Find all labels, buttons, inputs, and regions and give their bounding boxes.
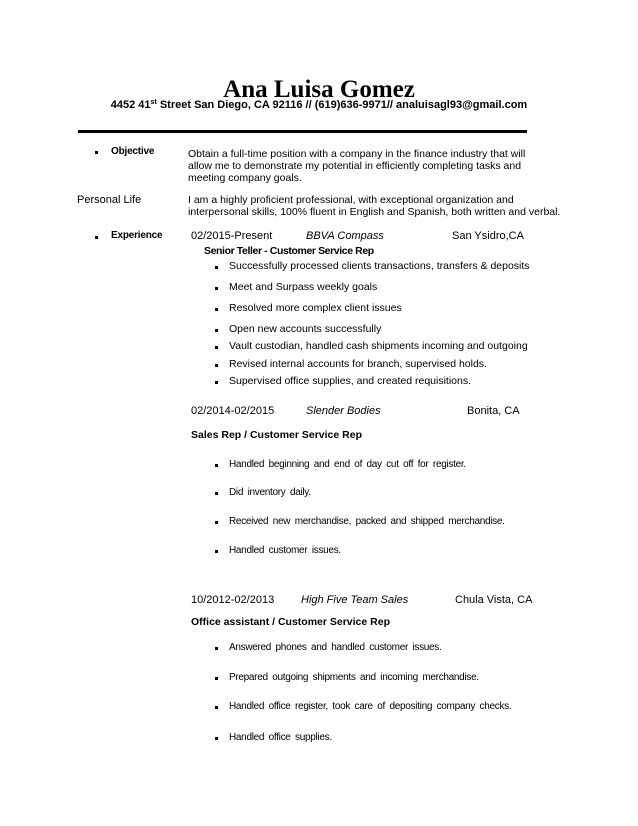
header-divider <box>78 130 527 133</box>
bullet-icon <box>215 364 218 367</box>
bullet-icon <box>215 381 218 384</box>
personal-life-text: I am a highly proficient professional, with exceptional organization and interpersonal skills, 100% fluent in English and Spanish, both written and verbal. <box>188 194 561 218</box>
job-bullet: Handled beginning and end of day cut off for register. <box>229 459 466 470</box>
job-employer: BBVA Compass <box>306 230 384 242</box>
bullet-icon <box>215 550 218 553</box>
address-number: 4452 41 <box>110 99 151 111</box>
objective-bullet-icon <box>95 151 98 154</box>
personal-life-label: Personal Life <box>77 194 142 206</box>
address-ordinal: st <box>150 99 157 106</box>
address-and-contact: Street San Diego, CA 92116 // (619)636-9971// analuisagl93@gmail.com <box>156 99 528 111</box>
bullet-icon <box>215 287 218 290</box>
candidate-name: Ana Luisa Gomez <box>223 76 415 103</box>
job-bullet: Received new merchandise, packed and shipped merchandise. <box>229 516 505 527</box>
bullet-icon <box>215 706 218 709</box>
bullet-icon <box>215 647 218 650</box>
contact-line <box>0 98 638 112</box>
bullet-icon <box>215 329 218 332</box>
job-employer: Slender Bodies <box>306 405 381 417</box>
bullet-icon <box>215 677 218 680</box>
job-bullet: Handled customer issues. <box>229 545 341 556</box>
experience-label: Experience <box>111 230 163 241</box>
bullet-icon <box>215 346 218 349</box>
job-bullet: Revised internal accounts for branch, supervised holds. <box>229 358 487 370</box>
bullet-icon <box>215 737 218 740</box>
bullet-icon <box>215 266 218 269</box>
job-bullet: Handled office register, took care of depositing company checks. <box>229 701 512 712</box>
job-dates: 02/2014-02/2015 <box>191 405 275 417</box>
job-title: Senior Teller - Customer Service Rep <box>204 245 374 257</box>
experience-bullet-icon <box>95 236 98 239</box>
objective-text: Obtain a full-time position with a company in the finance industry that will allow me to demonstrate my potential in efficiently completing tasks and meeting company goals. <box>188 148 526 184</box>
job-bullet: Prepared outgoing shipments and incoming merchandise. <box>229 672 479 683</box>
job-dates: 02/2015-Present <box>191 230 273 242</box>
bullet-icon <box>215 308 218 311</box>
job-location: Chula Vista, CA <box>455 594 533 606</box>
job-location: Bonita, CA <box>467 405 520 417</box>
job-bullet: Vault custodian, handled cash shipments incoming and outgoing <box>229 340 528 352</box>
job-bullet: Successfully processed clients transactions, transfers & deposits <box>229 260 530 272</box>
job-dates: 10/2012-02/2013 <box>191 594 275 606</box>
bullet-icon <box>215 464 218 467</box>
job-bullet: Resolved more complex client issues <box>229 302 402 314</box>
job-bullet: Meet and Surpass weekly goals <box>229 281 378 293</box>
job-bullet: Answered phones and handled customer issues. <box>229 642 442 653</box>
job-location: San Ysidro,CA <box>452 230 524 242</box>
job-title: Sales Rep / Customer Service Rep <box>191 429 362 441</box>
job-bullet: Did inventory daily. <box>229 487 311 498</box>
job-title: Office assistant / Customer Service Rep <box>191 616 390 628</box>
job-employer: High Five Team Sales <box>301 594 409 606</box>
job-bullet: Open new accounts successfully <box>229 323 382 335</box>
bullet-icon <box>215 492 218 495</box>
objective-label: Objective <box>111 146 155 157</box>
job-bullet: Supervised office supplies, and created requisitions. <box>229 375 472 387</box>
job-bullet: Handled office supplies. <box>229 732 332 743</box>
bullet-icon <box>215 521 218 524</box>
